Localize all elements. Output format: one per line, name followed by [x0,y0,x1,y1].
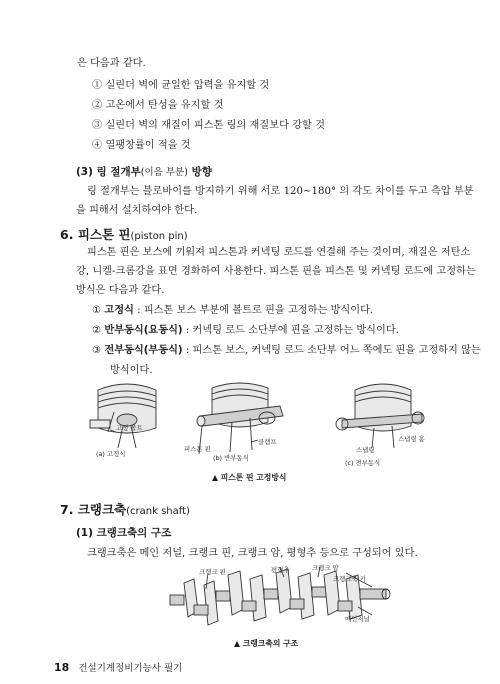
paragraph-line: 강, 니켈-크롬강을 표면 경화하여 사용한다. 피스톤 핀을 피스톤 및 커넥팅 로드에 고정하는 [76,266,476,277]
section-heading [76,164,212,179]
figure-caption: ▲ 피스톤 핀 고정방식 [212,473,287,482]
page-number: 18 [54,661,70,674]
list-item [92,324,399,338]
paragraph-line: 을 피해서 설치하여야 한다. [76,205,198,216]
figure-label: 메인저널 [345,615,370,623]
figure-label: 크랭크 핀 [199,568,226,576]
list-text: 실린더 벽의 재질이 피스톤 링의 재질보다 강할 것 [105,120,325,131]
list-item [92,79,269,93]
heading-title: 피스톤 핀 [77,227,131,242]
list-item [92,99,223,113]
figure-label: (a) 고정식 [96,450,126,458]
heading-number: (1) [76,527,93,539]
figure-label: (c) 전부동식 [345,459,381,467]
list-text: : 피스톤 보스, 커넥팅 로드 소단부 어느 쪽에도 핀을 고정하지 않는 [185,345,481,356]
figure-label: 평형추 [271,566,290,574]
figure-caption: ▲ 크랭크축의 구조 [234,639,299,648]
heading-title: 크랭크축 [77,502,127,517]
list-text: : 피스톤 보스 부분에 볼트로 핀을 고정하는 방식이다. [137,305,374,316]
paragraph-line: 링 절개부는 블로바이를 방지하기 위해 서로 120~180° 의 각도 차이를 두고 측압 부분 [87,186,474,197]
list-item [92,139,191,153]
figure-label: 크랭크축 키 [333,575,366,583]
heading-suffix: 방향 [187,166,212,178]
heading-number: 6. [60,227,74,242]
figure-label: 스냅링 [356,446,375,454]
fixed-type-illustration [90,384,156,448]
figure-label: 피스톤 핀 [184,445,211,453]
heading-number: 7. [60,502,74,517]
heading-number: (3) [76,166,93,178]
figure-label: 스냅링 홈 [398,435,425,443]
subsection-heading [76,525,171,540]
paragraph-line: 크랭크축은 메인 저널, 크랭크 핀, 크랭크 암, 평형추 등으로 구성되어 있다. [87,548,418,559]
crank-throw [276,569,314,619]
list-number: ③ [92,345,102,356]
list-text: 열팽창률이 적을 것 [105,140,191,151]
list-item [92,119,325,133]
heading-note: (이음 부분) [140,167,188,178]
heading-title: 크랭크축의 구조 [96,527,172,539]
section-heading [60,500,190,518]
figure-label: (b) 반부동식 [213,454,249,462]
intro-text: 은 다음과 같다. [77,58,146,69]
list-number: ① [92,305,102,316]
list-number: ④ [92,140,103,151]
figure-label: 크랭크 암 [312,564,339,572]
heading-english: (crank shaft) [126,506,190,517]
figure-label: 클램프 [258,438,277,446]
book-title: 건설기계정비기능사 필기 [78,663,183,674]
list-number: ① [92,80,103,91]
list-item [92,304,373,318]
term: 고정식 [104,305,134,316]
list-text: 실린더 벽에 균일한 압력을 유지할 것 [105,80,270,91]
page-footer [54,660,182,674]
list-number: ② [92,325,102,336]
heading-title: 링 절개부 [96,166,141,178]
list-number: ② [92,100,103,111]
section-heading [60,225,188,243]
list-continuation: 방식이다. [110,365,153,376]
list-item [92,344,481,358]
term: 전부동식(부동식) [104,345,183,356]
crank-throw [184,579,218,625]
crank-throw [228,571,266,621]
paragraph-line: 피스톤 핀은 보스에 끼워져 피스톤과 커넥팅 로드를 연결해 주는 것이며, 재질은 저탄소 [87,247,471,258]
list-text: : 커넥팅 로드 소단부에 핀을 고정하는 방식이다. [185,325,399,336]
list-number: ③ [92,120,103,131]
term: 반부동식(요동식) [104,325,183,336]
paragraph-line: 방식은 다음과 같다. [76,285,165,296]
heading-english: (piston pin) [130,231,188,242]
list-text: 고온에서 탄성을 유지할 것 [105,100,224,111]
figure-label: 고정 볼트 [116,424,143,432]
